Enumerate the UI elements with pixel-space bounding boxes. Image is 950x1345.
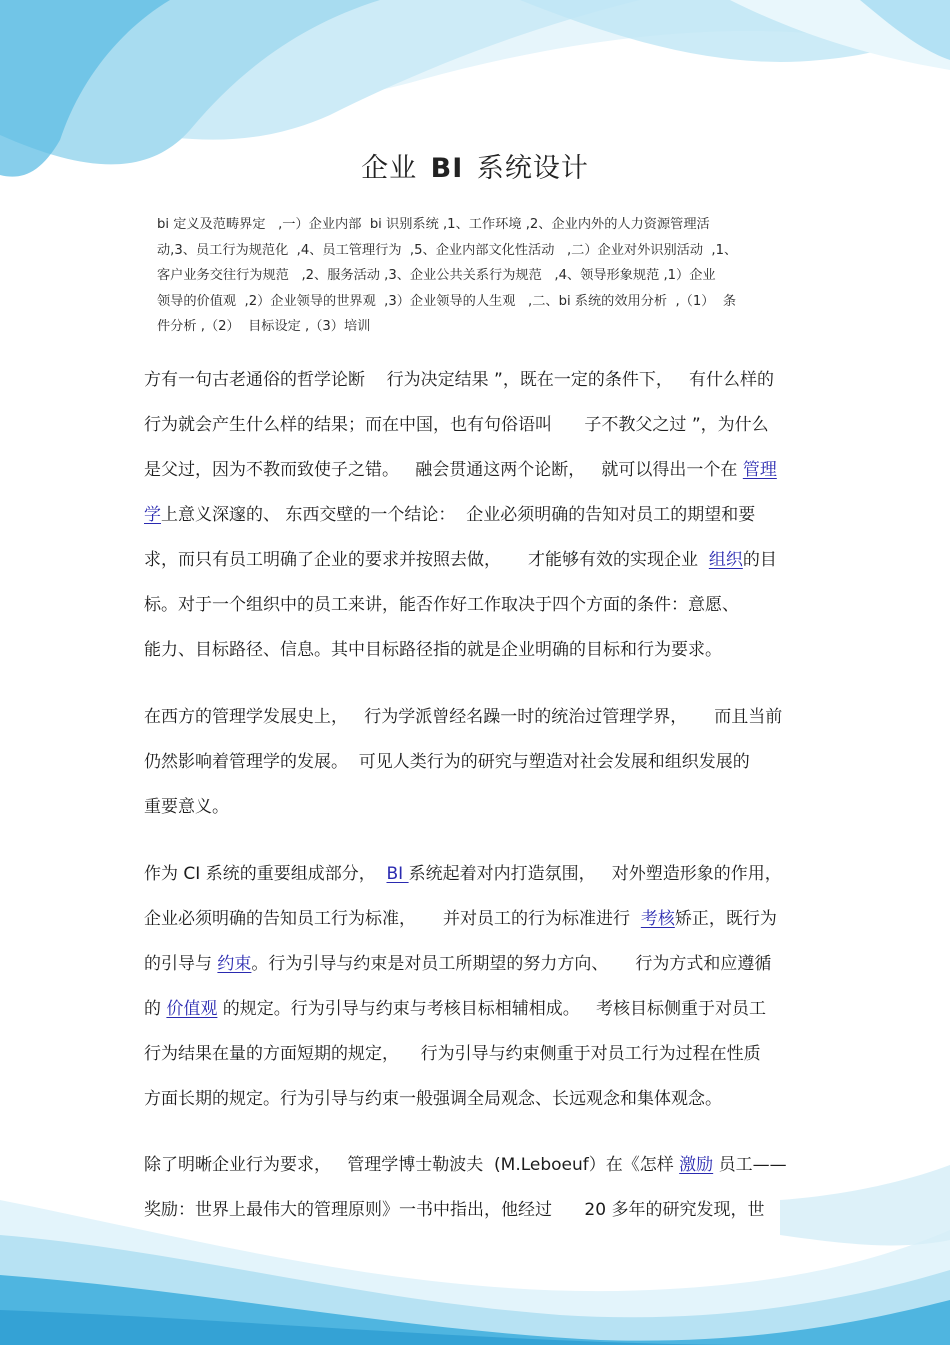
text-run: 系统起着对内打造氛围， 对外塑造形象的作用， bbox=[408, 864, 782, 884]
paragraph-3 bbox=[144, 852, 809, 1122]
paragraph-1 bbox=[144, 358, 809, 673]
link-organization[interactable]: 组织 bbox=[708, 550, 743, 570]
link-constraint[interactable]: 约束 bbox=[217, 954, 252, 974]
paragraph-line: 标。对于一个组织中的员工来讲，能否作好工作取决于四个方面的条件：意愿、 bbox=[144, 595, 739, 615]
link-values[interactable]: 价值观 bbox=[166, 999, 218, 1019]
link-bi[interactable]: BI bbox=[386, 864, 409, 884]
text-run: 除了明晰企业行为要求， 管理学博士勒波夫 (M.Leboeuf）在《怎样 bbox=[144, 1155, 680, 1175]
text-run: 的规定。行为引导与约束与考核目标相辅相成。 考核目标侧重于对员工 bbox=[217, 999, 767, 1019]
link-management[interactable]: 管理 bbox=[742, 460, 777, 480]
title-bi: BI bbox=[430, 153, 464, 184]
text-run: 员工—— bbox=[713, 1155, 787, 1175]
text-run: 企业必须明确的告知员工行为标准， 并对员工的行为标准进行 bbox=[144, 909, 641, 929]
text-run: 的 bbox=[144, 999, 167, 1019]
text-run: 。行为引导与约束是对员工所期望的努力方向、 行为方式和应遵循 bbox=[251, 954, 772, 974]
paragraph-line: 方有一句古老通俗的哲学论断 行为决定结果 ”，既在一定的条件下， 有什么样的 bbox=[144, 370, 775, 390]
keywords-line: 客户业务交往行为规范 ,2、服务活动 ,3、企业公共关系行为规范 ,4、领导形象规范 ,1）企业 bbox=[157, 268, 716, 284]
link-management-cont[interactable]: 学 bbox=[144, 505, 161, 525]
title-prefix: 企业 bbox=[361, 153, 418, 184]
paragraph-line: 能力、目标路径、信息。其中目标路径指的就是企业明确的目标和行为要求。 bbox=[144, 640, 722, 660]
keywords-line: bi 定义及范畴界定 ,一）企业内部 bi 识别系统 ,1、工作环境 ,2、企业内外的人力资源管理活 bbox=[157, 217, 710, 232]
text-run: 矫正，既行为 bbox=[674, 909, 777, 929]
paragraph-line: 行为结果在量的方面短期的规定， 行为引导与约束侧重于对员工行为过程在性质 bbox=[144, 1044, 761, 1064]
text-run: 的目 bbox=[742, 550, 777, 570]
paragraph-line: 行为就会产生什么样的结果；而在中国，也有句俗语叫 子不教父之过 ”，为什么 bbox=[144, 415, 769, 435]
paragraph-line bbox=[144, 987, 809, 1032]
paragraph-line bbox=[144, 538, 809, 583]
text-run: 求，而只有员工明确了企业的要求并按照去做， 才能够有效的实现企业 bbox=[144, 550, 709, 570]
paragraph-line: 仍然影响着管理学的发展。 可见人类行为的研究与塑造对社会发展和组织发展的 bbox=[144, 752, 750, 772]
paragraph-line bbox=[144, 942, 809, 987]
paragraph-line bbox=[144, 1143, 809, 1188]
text-run: 作为 CI 系统的重要组成部分， bbox=[144, 864, 387, 884]
text-run: 的引导与 bbox=[144, 954, 218, 974]
paragraph-line: 在西方的管理学发展史上， 行为学派曾经名躁一时的统治过管理学界， 而且当前 bbox=[144, 707, 783, 727]
paragraph-line: 重要意义。 bbox=[144, 797, 229, 817]
keywords-line: 动,3、员工行为规范化 ,4、员工管理行为 ,5、企业内部文化性活动 ,二）企业对外识别活动 ,1、 bbox=[157, 242, 738, 258]
document-title bbox=[0, 146, 950, 185]
link-assessment[interactable]: 考核 bbox=[640, 909, 675, 929]
paragraph-2 bbox=[144, 695, 809, 830]
paragraph-line bbox=[144, 448, 809, 493]
text-run: 上意义深邃的、 东西交壁的一个结论： 企业必须明确的告知对员工的期望和要 bbox=[161, 505, 756, 525]
paragraph-line: 方面长期的规定。行为引导与约束一般强调全局观念、长远观念和集体观念。 bbox=[144, 1089, 722, 1109]
paragraph-line bbox=[144, 897, 809, 942]
paragraph-4 bbox=[144, 1143, 809, 1233]
text-run: 是父过，因为不教而致使子之错。 融会贯通这两个论断， 就可以得出一个在 bbox=[144, 460, 743, 480]
link-motivation[interactable]: 激励 bbox=[679, 1155, 714, 1175]
keywords-line: 件分析 ,（2） 目标设定 ,（3）培训 bbox=[157, 319, 371, 335]
paragraph-line bbox=[144, 493, 809, 538]
title-suffix: 系统设计 bbox=[476, 153, 589, 184]
keywords-line: 领导的价值观 ,2）企业领导的世界观 ,3）企业领导的人生观 ,二、bi 系统的效用分析 ,（1） 条 bbox=[157, 293, 737, 309]
keywords-block bbox=[157, 212, 807, 340]
paragraph-line bbox=[144, 852, 809, 897]
paragraph-line: 奖励：世界上最伟大的管理原则》一书中指出，他经过 20 多年的研究发现，世 bbox=[144, 1200, 765, 1220]
